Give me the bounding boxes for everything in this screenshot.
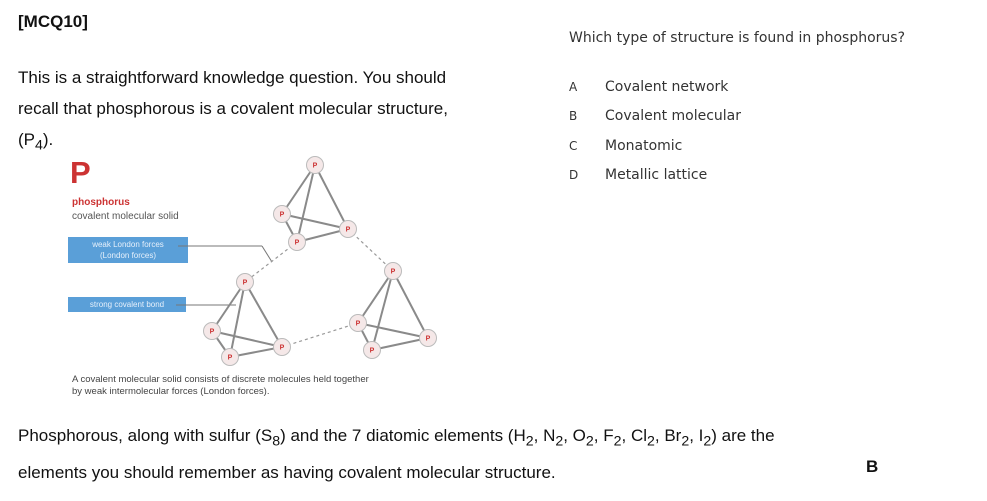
london-force-link [245,242,297,282]
covalent-bond [355,320,428,338]
text-run: , Cl [621,426,647,445]
atom-label: P [355,320,361,328]
option-letter: B [569,109,578,124]
text-run: , I [689,426,704,445]
text-run: ) and the 7 diatomic elements (H [280,426,526,445]
option-text: Metallic lattice [605,167,708,184]
london-force-links [242,226,393,347]
covalent-bond [242,279,282,347]
text-run: , Br [654,426,682,445]
caption-line-2: by weak intermolecular forces (London forces). [72,386,270,397]
covalent-bond [372,271,393,350]
subscript: 2 [613,433,622,450]
element-name: phosphorus [72,197,130,208]
subscript: 8 [272,433,281,450]
intro-formula-close: ). [42,130,54,149]
element-symbol: P [70,155,91,190]
london-force-link [282,323,358,347]
question-text: Which type of structure is found in phosphorus? [569,30,905,46]
leader-lines [176,246,272,305]
text-run: , F [593,426,614,445]
explanation-line-1 [18,420,948,457]
atom-label: P [312,162,318,170]
text-run: Phosphorous, along with sulfur (S [18,426,273,445]
atom-label: P [279,344,285,352]
subscript: 2 [555,433,564,450]
intro-formula-open: (P [18,130,35,149]
covalent-bonds [209,162,428,357]
element-structure-type: covalent molecular solid [72,211,179,222]
covalent-bond-tag: strong covalent bond [68,297,186,312]
covalent-bond [297,165,315,242]
text-run: ) are the [711,426,775,445]
option-letter: C [569,138,578,153]
weak-forces-label: weak London forces [92,240,164,249]
covalent-bond [312,162,348,229]
subscript: 2 [703,433,712,450]
atoms [204,157,437,366]
atom-label: P [345,226,351,234]
question-heading: [MCQ10] [18,12,88,31]
atom-label: P [279,211,285,219]
subscript: 2 [681,433,690,450]
text-run: , N [533,426,556,445]
intro-formula-subscript: 4 [35,137,43,154]
text-run: , O [563,426,586,445]
option-text: Covalent molecular [605,108,742,125]
caption-line-1: A covalent molecular solid consists of discrete molecules held together [72,374,369,385]
option-letter: D [569,168,579,183]
option-letter: A [569,79,578,94]
covalent-bond [390,268,428,338]
atom-label: P [390,268,396,276]
subscript: 2 [525,433,534,450]
subscript: 2 [647,433,655,450]
option-text: Covalent network [605,78,729,95]
intro-line-2: recall that phosphorous is a covalent molecular structure, [18,99,448,118]
intro-line-1: This is a straightforward knowledge question. You should [18,68,447,87]
atom-label: P [227,354,233,362]
figure-caption [72,374,472,398]
option-text: Monatomic [605,137,683,154]
atom-label: P [369,347,375,355]
atom-label: P [242,279,248,287]
subscript: 2 [585,433,594,450]
covalent-bond [279,211,348,229]
atom-label: P [209,328,215,336]
atom-label: P [294,239,300,247]
atom-label: P [425,335,431,343]
covalent-bond [358,271,393,323]
explanation-paragraph [18,420,948,488]
london-force-link [345,226,393,271]
answer-letter: B [866,457,879,476]
weak-forces-sublabel: (London forces) [99,251,157,260]
explanation-line-2: elements you should remember as having covalent molecular structure. [18,463,556,483]
leader-line [262,246,272,262]
